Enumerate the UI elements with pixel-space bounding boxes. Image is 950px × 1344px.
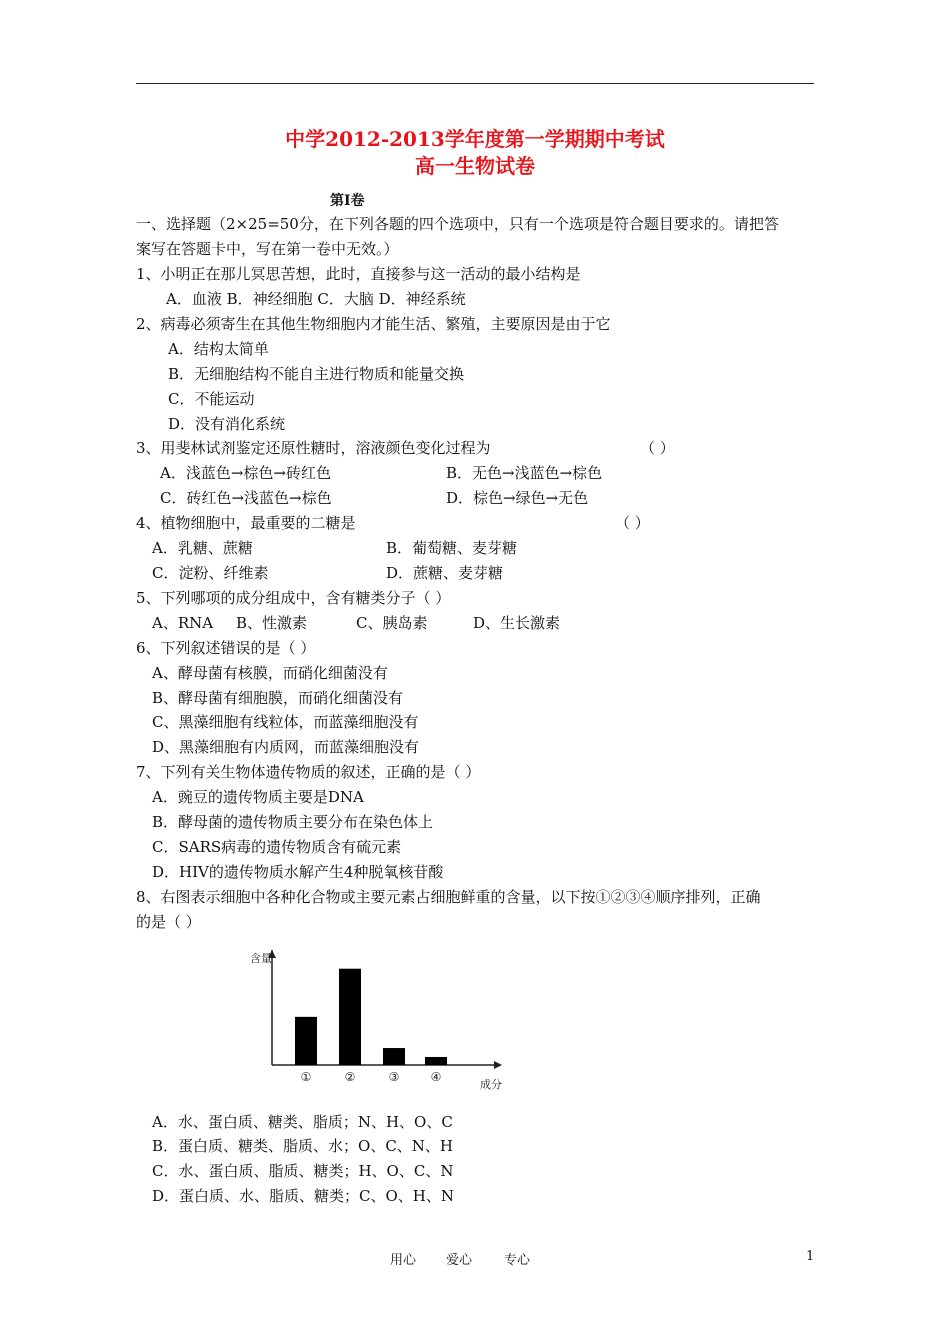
question-3-stem: 3、用斐林试剂鉴定还原性糖时，溶液颜色变化过程为 bbox=[136, 439, 491, 457]
bar-4 bbox=[425, 1057, 447, 1065]
question-4-option-d: D．蔗糖、麦芽糖 bbox=[386, 564, 504, 582]
question-5-stem: 5、下列哪项的成分组成中，含有糖类分子（ ） bbox=[136, 589, 451, 607]
question-3-option-b: B．无色→浅蓝色→棕色 bbox=[446, 464, 603, 482]
category-label-2: ② bbox=[344, 1070, 356, 1084]
question-2-option-c: C．不能运动 bbox=[168, 390, 255, 408]
intro-line-2: 案写在答题卡中，写在第一卷中无效。） bbox=[136, 240, 399, 258]
x-axis-arrow bbox=[494, 1061, 502, 1069]
question-6-stem: 6、下列叙述错误的是（ ） bbox=[136, 639, 316, 657]
question-7-stem: 7、下列有关生物体遗传物质的叙述，正确的是（ ） bbox=[136, 763, 481, 781]
header-rule bbox=[136, 83, 814, 84]
question-5-option-a: A、RNA bbox=[152, 614, 214, 632]
question-8-option-b: B．蛋白质、糖类、脂质、水；O、C、N、H bbox=[152, 1137, 454, 1155]
question-1-stem: 1、小明正在那儿冥思苦想，此时，直接参与这一活动的最小结构是 bbox=[136, 265, 581, 283]
exam-subtitle: 高一生物试卷 bbox=[415, 154, 535, 178]
question-4-answer-paren: （ ） bbox=[615, 514, 650, 532]
question-6-option-a: A、酵母菌有核膜，而硝化细菌没有 bbox=[152, 664, 388, 682]
question-5-option-b: B、性激素 bbox=[236, 614, 308, 632]
category-label-1: ① bbox=[300, 1070, 312, 1084]
question-7-option-a: A．豌豆的遗传物质主要是DNA bbox=[152, 788, 364, 806]
bar-2 bbox=[339, 969, 361, 1065]
question-4-option-a: A．乳糖、蔗糖 bbox=[152, 539, 253, 557]
question-5-option-d: D、生长激素 bbox=[473, 614, 561, 632]
question-3-option-c: C．砖红色→浅蓝色→棕色 bbox=[160, 489, 332, 507]
question-4-stem: 4、植物细胞中，最重要的二糖是 bbox=[136, 514, 356, 532]
question-2-option-d: D．没有消化系统 bbox=[168, 415, 286, 433]
question-6-option-d: D、黑藻细胞有内质网，而蓝藻细胞没有 bbox=[152, 738, 420, 756]
question-3-option-a: A．浅蓝色→棕色→砖红色 bbox=[160, 464, 331, 482]
category-label-3: ③ bbox=[388, 1070, 400, 1084]
bar-3 bbox=[383, 1048, 405, 1065]
section-heading: 第Ⅰ卷 bbox=[330, 193, 365, 209]
question-3-option-d: D．棕色→绿色→无色 bbox=[446, 489, 589, 507]
y-axis-label: 含量 bbox=[250, 952, 272, 965]
x-axis-label: 成分 bbox=[480, 1078, 502, 1090]
question-2-option-a: A．结构太简单 bbox=[168, 340, 269, 358]
bar-1 bbox=[295, 1017, 317, 1065]
question-3-answer-paren: （ ） bbox=[640, 439, 675, 457]
question-4-option-c: C．淀粉、纤维素 bbox=[152, 564, 269, 582]
exam-title: 中学2012-2013学年度第一学期期中考试 bbox=[285, 127, 665, 151]
intro-line-1: 一、选择题（2×25=50分，在下列各题的四个选项中，只有一个选项是符合题目要求的。请把答 bbox=[136, 215, 779, 233]
page-number: 1 bbox=[806, 1249, 815, 1264]
question-6-option-c: C、黑藻细胞有线粒体，而蓝藻细胞没有 bbox=[152, 713, 419, 731]
question-5-option-c: C、胰岛素 bbox=[356, 614, 428, 632]
footer-word-3: 专心 bbox=[504, 1253, 531, 1268]
question-8-option-d: D．蛋白质、水、脂质、糖类；C、O、H、N bbox=[152, 1187, 455, 1205]
question-2-option-b: B．无细胞结构不能自主进行物质和能量交换 bbox=[168, 365, 465, 383]
footer-word-1: 用心 bbox=[390, 1253, 417, 1268]
footer-word-2: 爱心 bbox=[446, 1253, 473, 1268]
category-label-4: ④ bbox=[430, 1070, 442, 1084]
question-8-stem-cont: 的是（ ） bbox=[136, 913, 201, 931]
question-7-option-d: D．HIV的遗传物质水解产生4种脱氧核苷酸 bbox=[152, 863, 444, 881]
content-bar-chart bbox=[240, 940, 510, 1090]
question-2-stem: 2、病毒必须寄生在其他生物细胞内才能生活、繁殖，主要原因是由于它 bbox=[136, 315, 611, 333]
question-8-option-a: A．水、蛋白质、糖类、脂质；N、H、O、C bbox=[152, 1113, 453, 1131]
question-8-option-c: C．水、蛋白质、脂质、糖类；H、O、C、N bbox=[152, 1162, 454, 1180]
question-7-option-c: C．SARS病毒的遗传物质含有硫元素 bbox=[152, 838, 402, 856]
question-4-option-b: B．葡萄糖、麦芽糖 bbox=[386, 539, 518, 557]
question-1-options: A．血液 B．神经细胞 C．大脑 D．神经系统 bbox=[166, 290, 466, 308]
question-7-option-b: B．酵母菌的遗传物质主要分布在染色体上 bbox=[152, 813, 434, 831]
question-6-option-b: B、酵母菌有细胞膜，而硝化细菌没有 bbox=[152, 689, 404, 707]
question-8-stem: 8、右图表示细胞中各种化合物或主要元素占细胞鲜重的含量，以下按①②③④顺序排列，正确 bbox=[136, 888, 761, 906]
